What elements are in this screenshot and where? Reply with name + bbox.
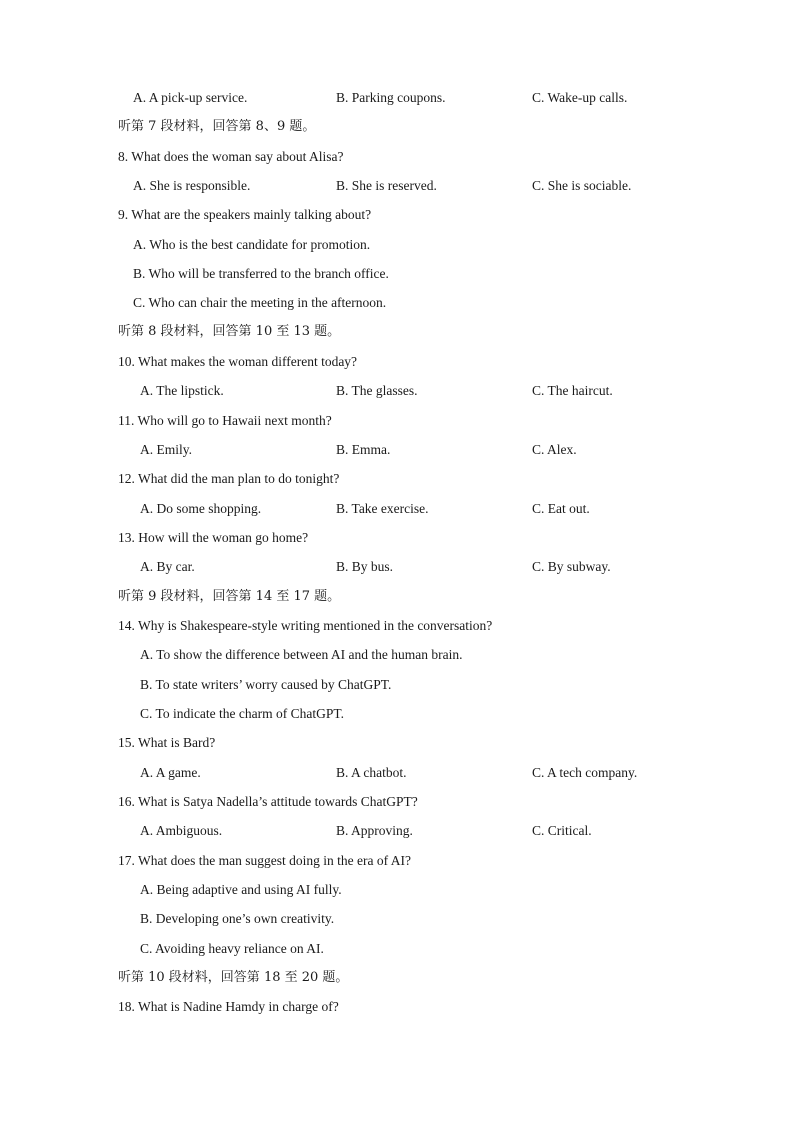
q14-option-b: B. To state writers’ worry caused by ChatGPT.	[140, 677, 392, 692]
q15-option-c: C. A tech company.	[532, 765, 638, 780]
q17-option-c: C. Avoiding heavy reliance on AI.	[140, 941, 324, 956]
q7-option-c: C. Wake-up calls.	[532, 90, 628, 105]
q14-option-a: A. To show the difference between AI and the human brain.	[140, 647, 463, 662]
q15-option-b: B. A chatbot.	[336, 765, 407, 780]
q8-option-c: C. She is sociable.	[532, 178, 632, 193]
q11-option-b: B. Emma.	[336, 442, 391, 457]
q16-option-b: B. Approving.	[336, 823, 413, 838]
q10-option-c: C. The haircut.	[532, 383, 613, 398]
q9-option-c: C. Who can chair the meeting in the afternoon.	[133, 295, 387, 310]
q9-question: 9. What are the speakers mainly talking about?	[118, 207, 372, 222]
q12-option-c: C. Eat out.	[532, 501, 590, 516]
q9-option-b: B. Who will be transferred to the branch office.	[133, 266, 389, 281]
q7-option-a: A. A pick-up service.	[133, 90, 248, 105]
q8-question: 8. What does the woman say about Alisa?	[118, 149, 344, 164]
q15-question: 15. What is Bard?	[118, 735, 216, 750]
q12-question: 12. What did the man plan to do tonight?	[118, 471, 340, 486]
q10-option-b: B. The glasses.	[336, 383, 418, 398]
q16-option-a: A. Ambiguous.	[140, 823, 223, 838]
q13-option-b: B. By bus.	[336, 559, 394, 574]
q18-question: 18. What is Nadine Hamdy in charge of?	[118, 999, 339, 1014]
q12-option-b: B. Take exercise.	[336, 501, 429, 516]
q15-option-a: A. A game.	[140, 765, 201, 780]
section-8-heading: 听第 8 段材料，回答第 10 至 13 题。	[118, 324, 341, 339]
q17-question: 17. What does the man suggest doing in the era of AI?	[118, 853, 411, 868]
q17-option-b: B. Developing one’s own creativity.	[140, 911, 335, 926]
section-10-heading: 听第 10 段材料，回答第 18 至 20 题。	[118, 970, 349, 985]
q16-question: 16. What is Satya Nadella’s attitude towards ChatGPT?	[118, 794, 418, 809]
section-9-heading: 听第 9 段材料，回答第 14 至 17 题。	[118, 589, 341, 604]
q7-option-b: B. Parking coupons.	[336, 90, 446, 105]
q8-option-b: B. She is reserved.	[336, 178, 437, 193]
q14-option-c: C. To indicate the charm of ChatGPT.	[140, 706, 345, 721]
q10-question: 10. What makes the woman different today?	[118, 354, 358, 369]
q13-question: 13. How will the woman go home?	[118, 530, 309, 545]
q13-option-c: C. By subway.	[532, 559, 611, 574]
q16-option-c: C. Critical.	[532, 823, 592, 838]
q8-option-a: A. She is responsible.	[133, 178, 251, 193]
q17-option-a: A. Being adaptive and using AI fully.	[140, 882, 342, 897]
q14-question: 14. Why is Shakespeare-style writing mentioned in the conversation?	[118, 618, 493, 633]
q11-option-c: C. Alex.	[532, 442, 577, 457]
q9-option-a: A. Who is the best candidate for promotion.	[133, 237, 371, 252]
q10-option-a: A. The lipstick.	[140, 383, 224, 398]
q13-option-a: A. By car.	[140, 559, 195, 574]
q12-option-a: A. Do some shopping.	[140, 501, 262, 516]
section-7-heading: 听第 7 段材料，回答第 8、9 题。	[118, 119, 316, 134]
q11-option-a: A. Emily.	[140, 442, 192, 457]
q11-question: 11. Who will go to Hawaii next month?	[118, 413, 332, 428]
